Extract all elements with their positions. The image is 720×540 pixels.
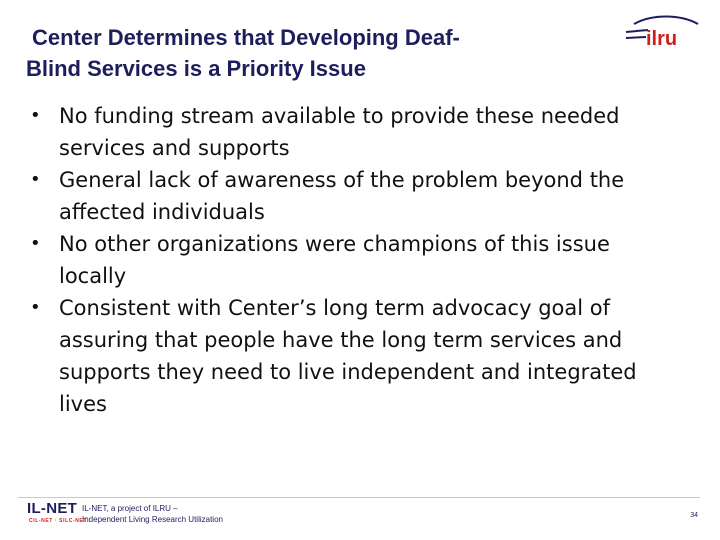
bullet-marker: • [30, 105, 41, 126]
ilru-logo [622, 10, 700, 54]
slide-title-line-1: Center Determines that Developing Deaf- [32, 25, 460, 50]
footer-credit-line-1: IL-NET, a project of ILRU – [82, 504, 178, 513]
ilnet-logo: IL-NET [27, 500, 78, 517]
bullet-list [30, 100, 700, 420]
footer-credit-line-2: Independent Living Research Utilization [82, 515, 223, 524]
bullet-marker: • [30, 169, 41, 190]
bullet-4-line-1: Consistent with Center’s long term advocacy goal of [59, 296, 610, 320]
bullet-4-line-2: assuring that people have the long term services and [59, 328, 623, 352]
bullet-marker: • [30, 233, 41, 254]
ilru-logo-text: ilru [646, 28, 678, 50]
slide-title [26, 22, 596, 84]
bullet-1-line-2: services and supports [59, 136, 290, 160]
footer-credit [82, 503, 223, 525]
bullet-marker: • [30, 297, 41, 318]
bullet-1-line-1: No funding stream available to provide these needed [59, 104, 620, 128]
footer-divider [18, 497, 700, 498]
bullet-item [30, 100, 700, 164]
page-number: 34 [690, 512, 698, 519]
bullet-3-line-1: No other organizations were champions of this issue [59, 232, 610, 256]
ilnet-logo-subtext: CIL-NET · SILC-NET [29, 518, 88, 524]
bullet-2-line-1: General lack of awareness of the problem beyond the [59, 168, 625, 192]
bullet-item [30, 164, 700, 228]
bullet-3-line-2: locally [59, 264, 127, 288]
bullet-2-line-2: affected individuals [59, 200, 265, 224]
bullet-item [30, 228, 700, 292]
bullet-item [30, 292, 700, 420]
bullet-4-line-3: supports they need to live independent and integrated [59, 360, 637, 384]
bullet-4-line-4: lives [59, 392, 107, 416]
slide-title-line-2: Blind Services is a Priority Issue [26, 56, 366, 81]
